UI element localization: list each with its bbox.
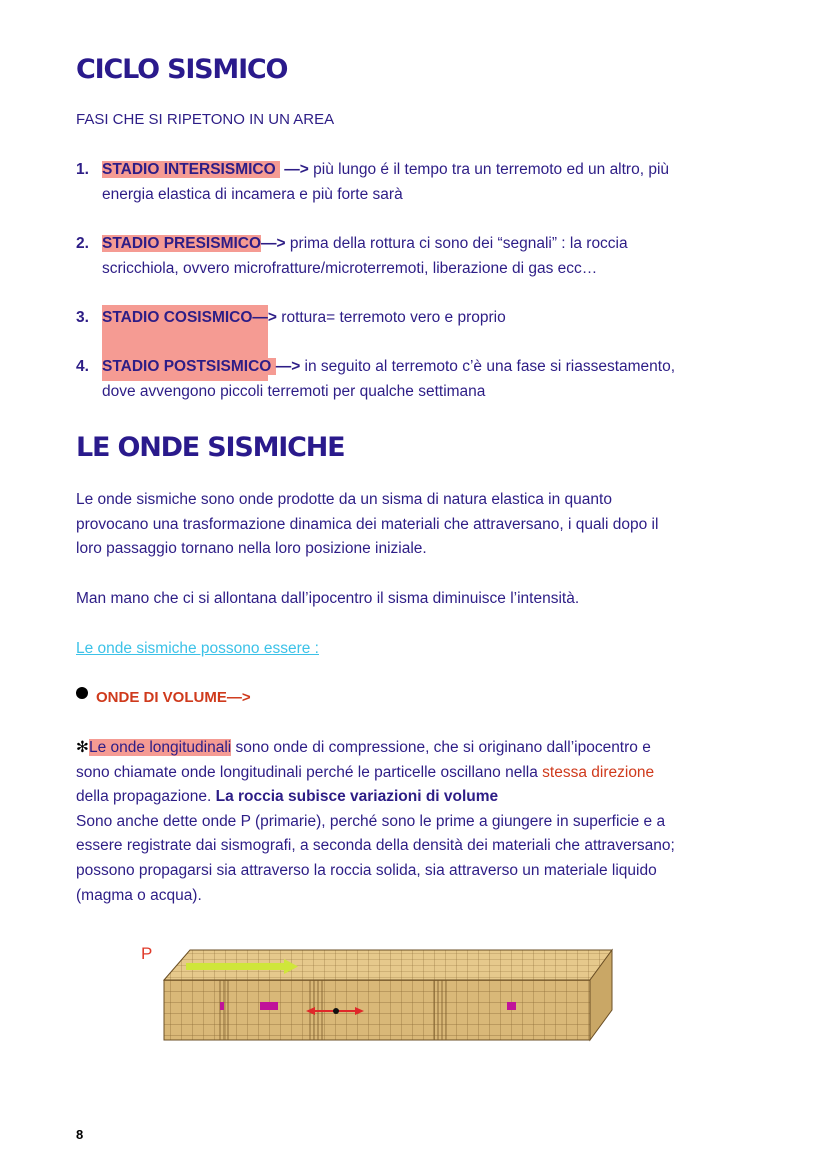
stage-name: STADIO POSTSISMICO	[102, 358, 272, 375]
particle-marker	[260, 1002, 278, 1010]
particle-marker	[507, 1002, 516, 1010]
stage-arrow: —>	[275, 358, 301, 375]
paragraph-intensity: Man mano che ci si allontana dall’ipocentro il sisma diminuisce l’intensità.	[76, 590, 580, 607]
paragraph-line: loro passaggio tornano nella loro posizione iniziale.	[76, 540, 427, 558]
red-emphasis: stessa direzione	[542, 763, 655, 781]
stage-item	[102, 232, 742, 281]
paragraph-line: Le onde sismiche sono onde prodotte da un sisma di natura elastica in quanto	[76, 491, 612, 508]
section-link[interactable]: Le onde sismiche possono essere :	[76, 640, 319, 657]
stage-arrow: —>	[284, 161, 309, 178]
page-number: 8	[76, 1127, 84, 1142]
stage-text-cont: scricchiola, ovvero microfratture/microterremoti, liberazione di gas ecc…	[102, 259, 598, 277]
stage-item	[102, 355, 742, 404]
paragraph-intro	[76, 488, 756, 562]
stage-name: STADIO INTERSISMICO	[102, 161, 276, 178]
stage-name: STADIO COSISMICO	[102, 309, 253, 326]
stage-text-cont: dove avvengono piccoli terremoti per qualche settimana	[102, 382, 486, 400]
stage-text: più lungo é il tempo tra un terremoto ed un altro, più	[308, 161, 670, 178]
stage-arrow: —>	[252, 309, 277, 326]
p-wave-highlight: Le onde longitudinali	[89, 739, 232, 756]
oscillation-arrow-icon	[306, 1007, 364, 1015]
paragraph-line: Sono anche dette onde P (primarie), perché sono le prime a giungere in superficie e a	[76, 812, 666, 830]
bullet-heading: ONDE DI VOLUME—>	[96, 689, 251, 706]
stage-number: 2.	[76, 235, 89, 252]
p-wave-block-figure	[160, 948, 615, 1043]
page-title: CICLO SISMICO	[76, 54, 288, 85]
paragraph-line: sono chiamate onde longitudinali perché le particelle oscillano nella	[76, 763, 543, 781]
section-title: LE ONDE SISMICHE	[76, 432, 345, 463]
bullet-dot-icon	[76, 687, 88, 699]
paragraph-line: (magma o acqua).	[76, 886, 202, 904]
stage-arrow: —>	[261, 235, 286, 252]
stage-text-cont: energia elastica di incamera e più forte sarà	[102, 185, 403, 203]
paragraph-line: sono onde di compressione, che si originano dall’ipocentro e	[231, 739, 651, 756]
asterisk-icon: ✻	[76, 739, 89, 756]
figure-label: P	[141, 944, 153, 963]
bold-emphasis: La roccia subisce variazioni di volume	[215, 788, 499, 806]
paragraph-line: provocano una trasformazione dinamica dei materiali che attraversano, i quali dopo il	[76, 515, 659, 533]
paragraph-line: possono propagarsi sia attraverso la roccia solida, sia attraverso un materiale liquido	[76, 861, 657, 879]
section-subtitle: FASI CHE SI RIPETONO IN UN AREA	[76, 111, 335, 128]
paragraph-line: della propagazione.	[76, 788, 216, 806]
stage-item	[102, 306, 742, 331]
stage-text: in seguito al terremoto c’è una fase si riassestamento,	[300, 358, 676, 375]
stage-number: 3.	[76, 309, 89, 326]
stage-text: rottura= terremoto vero e proprio	[276, 309, 506, 326]
stage-item	[102, 158, 742, 207]
stage-text: prima della rottura ci sono dei “segnali” : la roccia	[285, 235, 628, 252]
stage-number: 1.	[76, 161, 89, 178]
stage-name: STADIO PRESISMICO	[102, 235, 262, 252]
p-wave-paragraph	[76, 736, 766, 908]
paragraph-line: essere registrate dai sismografi, a seconda della densità dei materiali che attraversano;	[76, 837, 675, 855]
stage-number: 4.	[76, 358, 89, 375]
particle-marker	[220, 1002, 224, 1010]
